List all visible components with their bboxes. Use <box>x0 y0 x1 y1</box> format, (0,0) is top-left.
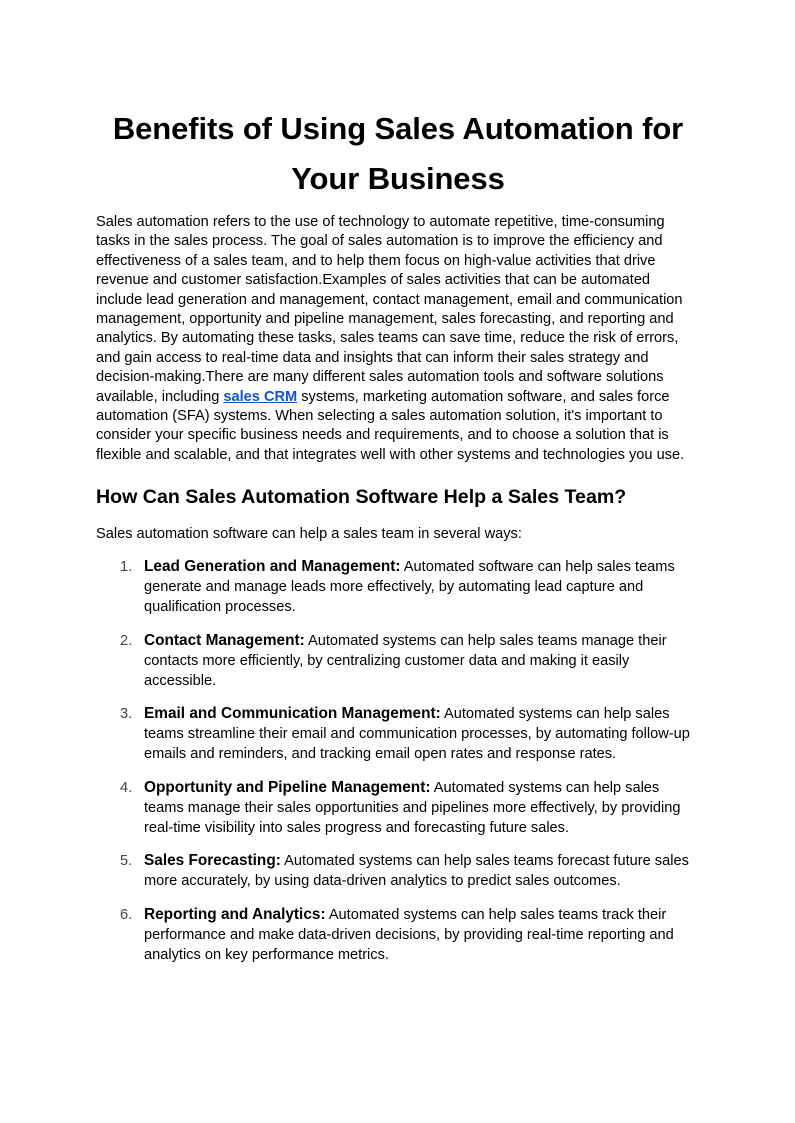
list-item-number: 1. <box>120 559 133 576</box>
document-page <box>96 104 700 978</box>
list-item-number: 6. <box>120 906 133 923</box>
list-item-number: 2. <box>120 632 133 649</box>
list-item-text: Automated software can help sales teams generate and manage leads more effectively, by automating lead capture and qualification processes. <box>144 559 675 616</box>
title-wrapper <box>88 104 708 204</box>
intro-text-after-link: systems, marketing automation software, and sales force automation (SFA) systems. When selecting a sales automation solution, it's important to consider your specific business needs and requirements, and to choose a solution that is flexible and scalable, and that integrates well with other systems and technologies you use. <box>96 388 685 463</box>
list-item-text: Automated systems can help sales teams manage their sales opportunities and pipelines more effectively, by providing real-time visibility into sales progress and forecasting future sales. <box>144 779 681 836</box>
list-item-term: Email and Communication Management: <box>144 705 441 723</box>
list-item <box>96 631 700 691</box>
list-item <box>96 557 700 617</box>
list-item-number: 3. <box>120 706 133 723</box>
page-title: Benefits of Using Sales Automation for Your Business <box>112 111 684 196</box>
list-item-term: Sales Forecasting: <box>144 852 281 870</box>
section-lead: Sales automation software can help a sales team in several ways: <box>96 526 522 543</box>
section-heading: How Can Sales Automation Software Help a Sales Team? <box>96 486 627 509</box>
intro-text-before-link: Sales automation refers to the use of technology to automate repetitive, time-consuming tasks in the sales process. The goal of sales automation is to improve the efficiency and effectiveness of a sales team, and to help them focus on high-value activities that drive revenue and customer satisfaction.Examples of sales activities that can be automated include lead generation and management, contact management, email and communication management, opportunity and pipeline management, sales forecasting, and reporting and analytics. By automating these tasks, sales teams can save time, reduce the risk of errors, and gain access to real-time data and insights that can inform their sales strategy and decision-making.There are many different sales automation tools and software solutions available, including <box>96 214 683 405</box>
list-item-text: Automated systems can help sales teams streamline their email and communication processes, by automating follow-up emails and reminders, and tracking email open rates and response rates. <box>144 706 690 763</box>
list-item <box>96 905 700 965</box>
list-item-term: Lead Generation and Management: <box>144 558 401 576</box>
sales-crm-link[interactable]: sales CRM <box>223 388 298 405</box>
list-item-number: 5. <box>120 853 133 870</box>
list-item-text: Automated systems can help sales teams manage their contacts more efficiently, by centralizing customer data and making it easily accessible. <box>144 632 667 689</box>
list-item-text: Automated systems can help sales teams track their performance and make data-driven decisions, by providing real-time reporting and analytics on key performance metrics. <box>144 906 674 963</box>
list-item-text: Automated systems can help sales teams forecast future sales more accurately, by using data-driven analytics to predict sales outcomes. <box>144 853 689 890</box>
list-item-term: Reporting and Analytics: <box>144 905 326 923</box>
list-item <box>96 704 700 764</box>
intro-paragraph <box>96 213 700 465</box>
list-item-term: Contact Management: <box>144 631 305 649</box>
benefits-list <box>96 557 700 965</box>
list-item-term: Opportunity and Pipeline Management: <box>144 778 431 796</box>
list-item-number: 4. <box>120 779 133 796</box>
list-item <box>96 851 700 891</box>
list-item <box>96 778 700 838</box>
